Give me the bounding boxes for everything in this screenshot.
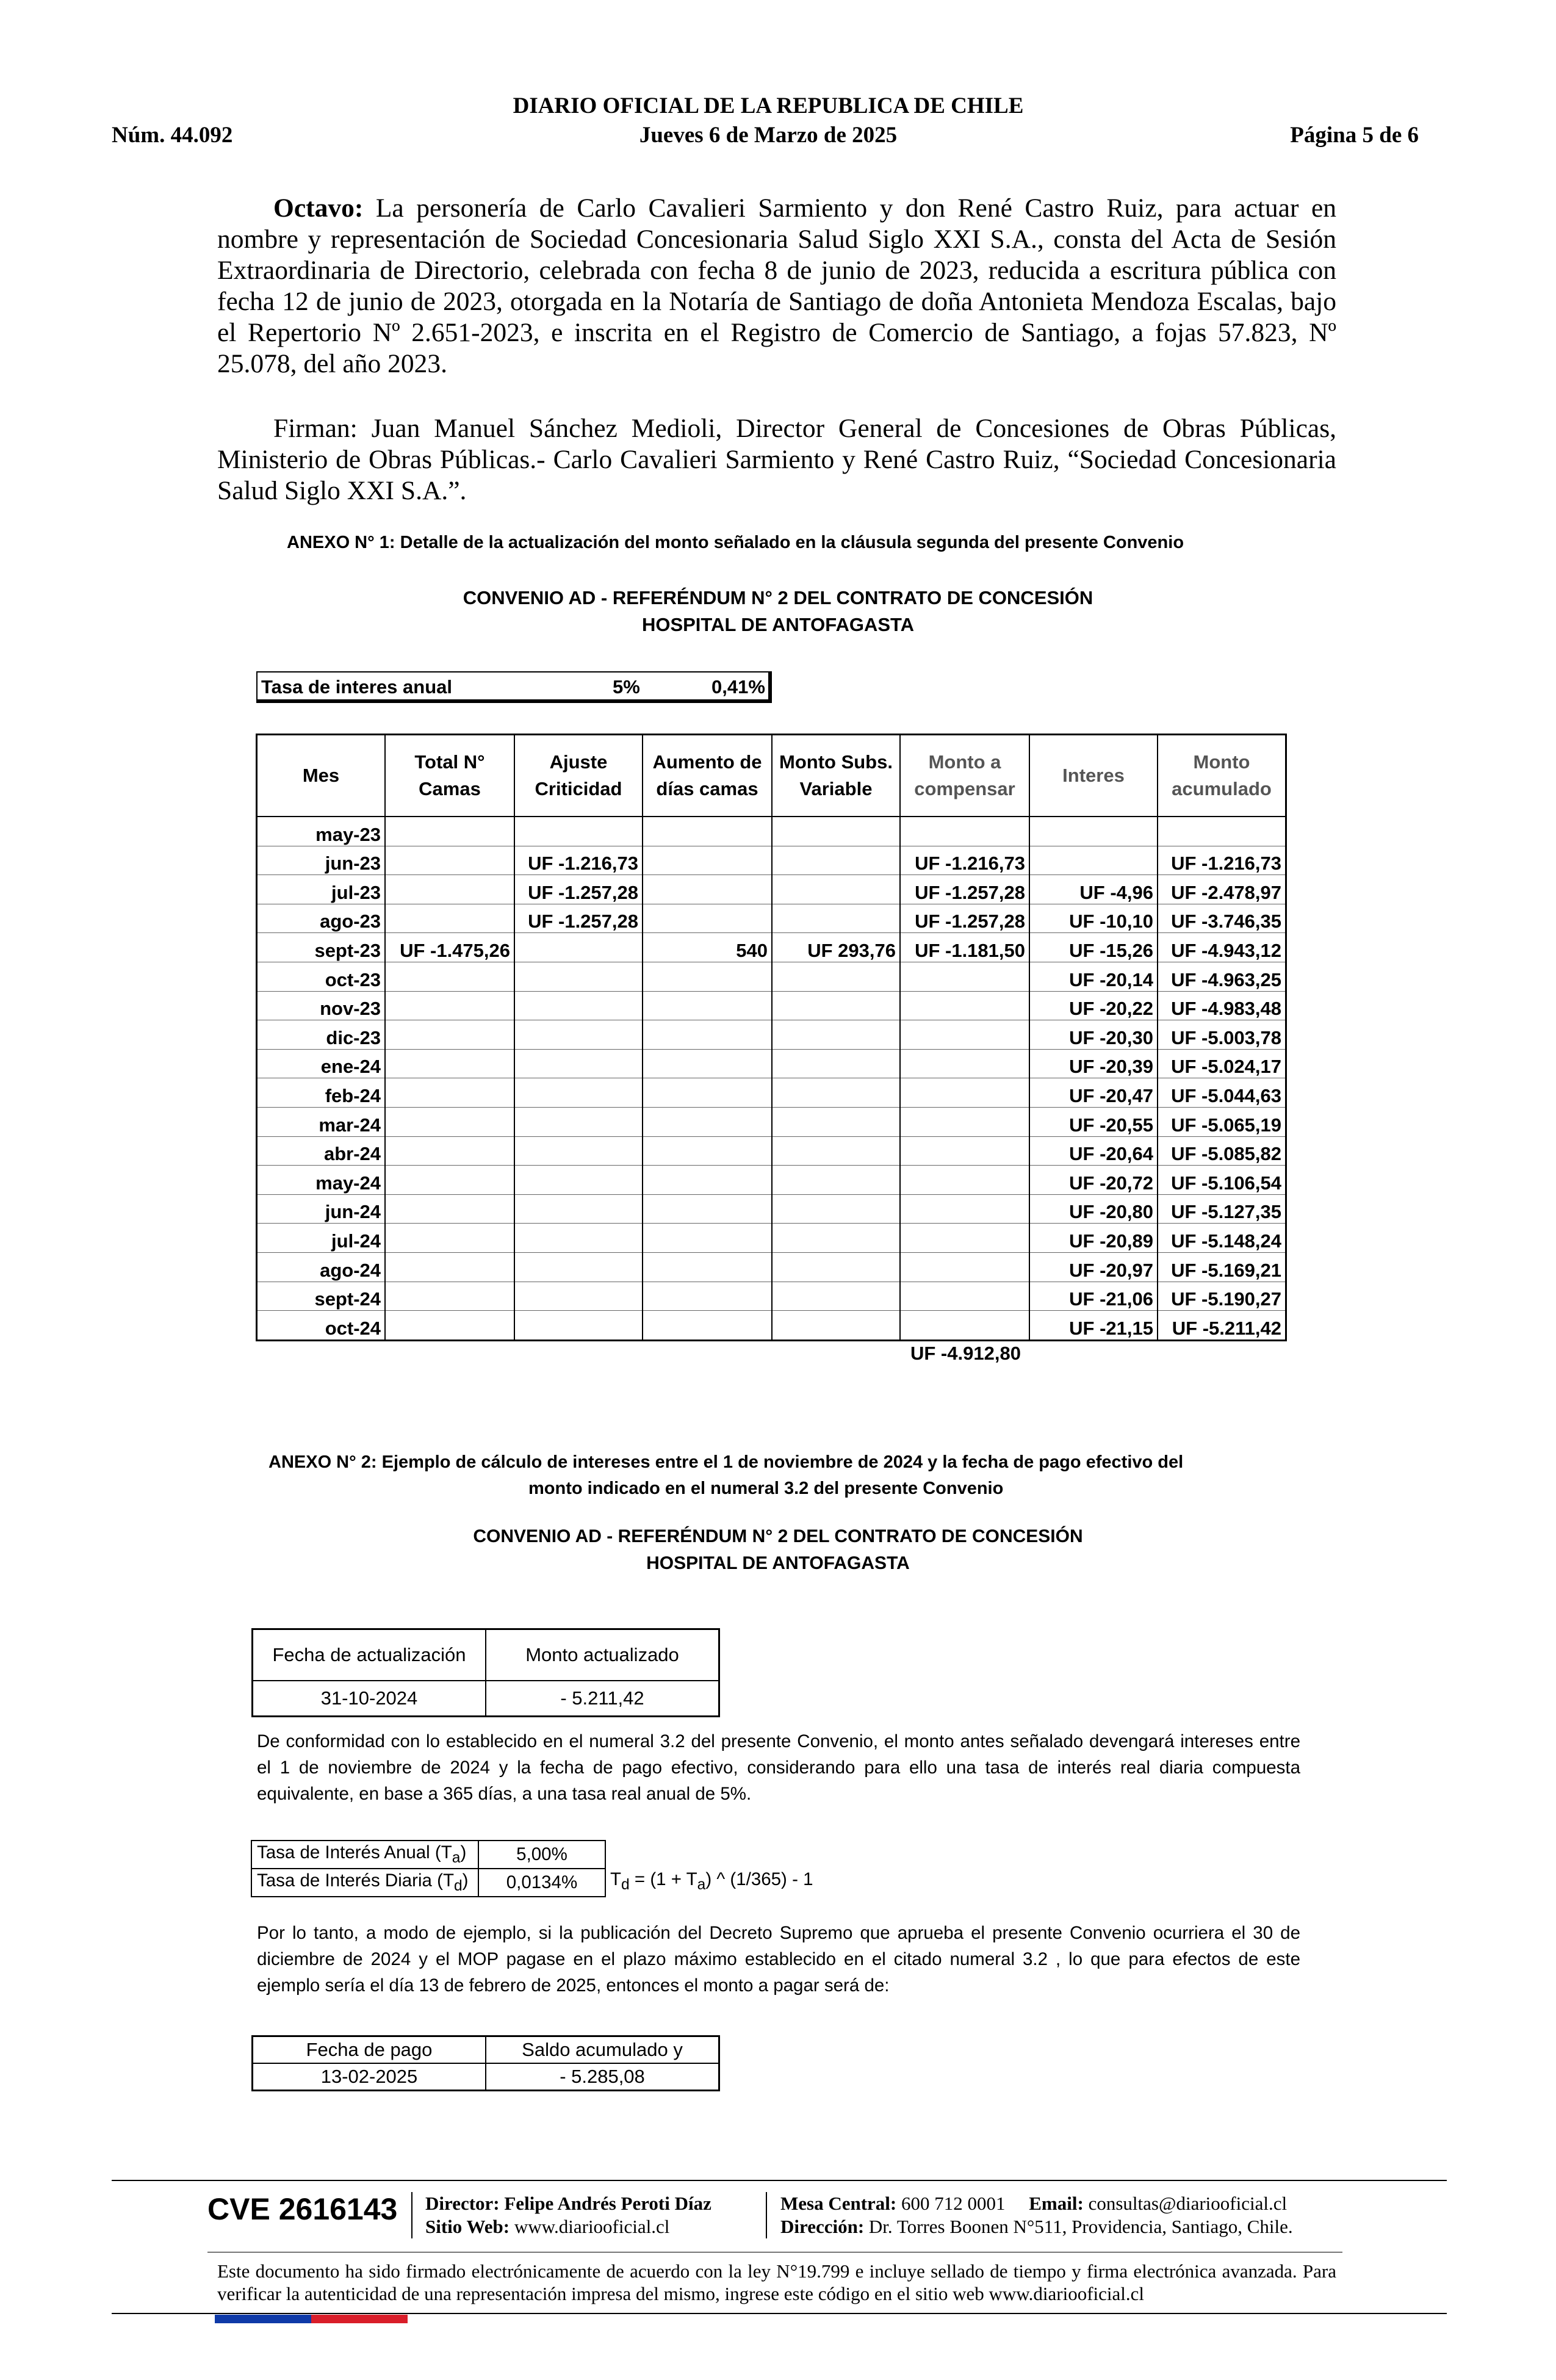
cell-mes: oct-23 — [257, 962, 386, 991]
table-row — [257, 875, 1286, 904]
cell-aumento-dias — [643, 1224, 772, 1253]
paragraph-text: Firman: Juan Manuel Sánchez Medioli, Director General de Concesiones de Obras Públicas, Ministerio de Obras Públicas.- Carlo Cavalieri Sarmiento y René Castro Ruiz, “Sociedad Concesionaria Salud Siglo XXI S.A.”. — [217, 414, 1336, 505]
cell-total-camas — [385, 962, 514, 991]
cell-aumento-dias — [643, 1194, 772, 1224]
cell-monto-acumulado: UF -5.024,17 — [1158, 1049, 1286, 1078]
paragraph-text: La personería de Carlo Cavalieri Sarmiento y don René Castro Ruiz, para actuar en nombre y representación de Sociedad Concesionaria Salud Siglo XXI S.A., consta del Acta de Sesión Extraordinaria de Directorio, celebrada con fecha 8 de junio de 2023, reducida a escritura pública con fecha 12 de junio de 2023, otorgada en la Notaría de Santiago de doña Antonieta Mendoza Escalas, bajo el Repertorio Nº 2.651-2023, e inscrita en el Registro de Comercio de Santiago, a fojas 57.823, Nº 25.078, del año 2023. — [217, 193, 1336, 378]
cell-monto-subs — [772, 1136, 900, 1166]
cell-aumento-dias — [643, 1078, 772, 1108]
cell-monto-acumulado: UF -4.963,25 — [1158, 962, 1286, 991]
cell-monto-acumulado: UF -1.216,73 — [1158, 846, 1286, 875]
table-row — [257, 1252, 1286, 1282]
saldo-acumulado-value: - 5.285,08 — [486, 2063, 719, 2091]
payment-example-text: Por lo tanto, a modo de ejemplo, si la publicación del Decreto Supremo que aprueba el presente Convenio ocurriera el 30 de diciembre de 2024 y el MOP pagase en el plazo máximo establecido en el citado numeral 3.2 , lo que para efectos de este ejemplo sería el día 13 de febrero de 2025, entonces el monto a pagar será de: — [257, 1923, 1300, 1996]
updated-amount-table — [251, 1628, 720, 1717]
cell-ajuste-criticidad — [514, 1282, 643, 1311]
cell-ajuste-criticidad — [514, 1252, 643, 1282]
cell-ajuste-criticidad: UF -1.257,28 — [514, 875, 643, 904]
col-ajuste-criticidad: Ajuste Criticidad — [514, 735, 643, 817]
annual-rate-box — [256, 671, 772, 703]
cell-ajuste-criticidad — [514, 1049, 643, 1078]
cell-aumento-dias — [643, 1136, 772, 1166]
paragraph-firman — [217, 413, 1336, 507]
cell-mes: oct-24 — [257, 1311, 386, 1341]
cell-monto-acumulado: UF -5.148,24 — [1158, 1224, 1286, 1253]
cell-total-camas — [385, 1078, 514, 1108]
cell-monto-acumulado: UF -5.211,42 — [1158, 1311, 1286, 1341]
table-header-row — [257, 735, 1286, 817]
cell-total-camas — [385, 1252, 514, 1282]
cell-interes — [1029, 846, 1158, 875]
cell-monto-subs — [772, 904, 900, 933]
cell-ajuste-criticidad — [514, 933, 643, 962]
cell-interes: UF -20,72 — [1029, 1166, 1158, 1195]
table-row — [257, 962, 1286, 991]
cell-total-camas — [385, 846, 514, 875]
cell-monto-acumulado: UF -5.127,35 — [1158, 1194, 1286, 1224]
cell-interes: UF -20,22 — [1029, 991, 1158, 1020]
cell-monto-subs — [772, 962, 900, 991]
annex1-subtitle-hospital: HOSPITAL DE ANTOFAGASTA — [641, 614, 915, 635]
flag-stripe-blue — [215, 2315, 311, 2323]
cell-aumento-dias — [643, 875, 772, 904]
cell-monto-acumulado: UF -5.106,54 — [1158, 1166, 1286, 1195]
cell-mes: jul-24 — [257, 1224, 386, 1253]
annex1-subtitle: CONVENIO AD - REFERÉNDUM N° 2 DEL CONTRATO DE CONCESIÓN — [463, 587, 1093, 608]
col-aumento-dias: Aumento de días camas — [643, 735, 772, 817]
cell-total-camas — [385, 1107, 514, 1136]
table-row — [251, 1841, 605, 1869]
cell-mes: jul-23 — [257, 875, 386, 904]
cell-interes: UF -20,97 — [1029, 1252, 1158, 1282]
table-row — [257, 1224, 1286, 1253]
cell-monto-acumulado: UF -4.983,48 — [1158, 991, 1286, 1020]
cell-ajuste-criticidad — [514, 1194, 643, 1224]
cell-aumento-dias: 540 — [643, 933, 772, 962]
cell-interes: UF -20,47 — [1029, 1078, 1158, 1108]
cell-total-camas — [385, 1020, 514, 1050]
footer-director-block: Director: Felipe Andrés Peroti Díaz Sitio Web: www.diariooficial.cl — [425, 2193, 711, 2237]
cell-aumento-dias — [643, 1020, 772, 1050]
rate-monthly: 0,41% — [711, 676, 765, 698]
cell-aumento-dias — [643, 846, 772, 875]
cell-monto-compensar: UF -1.216,73 — [900, 846, 1029, 875]
cell-ajuste-criticidad — [514, 1020, 643, 1050]
cell-interes: UF -21,15 — [1029, 1311, 1158, 1341]
annex2-subtitle: CONVENIO AD - REFERÉNDUM N° 2 DEL CONTRATO DE CONCESIÓN — [473, 1526, 1083, 1546]
cell-total-camas — [385, 1282, 514, 1311]
rate-label: Tasa de interes anual — [261, 676, 452, 698]
paragraph-octavo — [217, 193, 1336, 380]
cell-mes: abr-24 — [257, 1136, 386, 1166]
cell-monto-acumulado: UF -2.478,97 — [1158, 875, 1286, 904]
col-monto-subs: Monto Subs. Variable — [772, 735, 900, 817]
cell-interes: UF -10,10 — [1029, 904, 1158, 933]
page-number: Página 5 de 6 — [1290, 123, 1419, 148]
table-row — [257, 1136, 1286, 1166]
cell-total-camas — [385, 1166, 514, 1195]
table-row — [257, 991, 1286, 1020]
cell-ajuste-criticidad — [514, 962, 643, 991]
cell-monto-acumulado — [1158, 817, 1286, 846]
director-name: Felipe Andrés Peroti Díaz — [504, 2193, 711, 2214]
footer-contact-block: Mesa Central: 600 712 0001 Email: consultas@diariooficial.cl Dirección: Dr. Torres Boonen N°511, Providencia, Santiago, Chile. — [780, 2193, 1293, 2237]
rate-annual: 5% — [613, 676, 640, 698]
cell-interes — [1029, 817, 1158, 846]
cell-monto-compensar: UF -1.257,28 — [900, 904, 1029, 933]
cell-monto-compensar — [900, 962, 1029, 991]
footer-legal-notice: Este documento ha sido firmado electrónicamente de acuerdo con la ley N°19.799 e incluye sellado de tiempo y firma electrónica avanzada. Para verificar la autenticidad de una representación impresa del mismo, ingrese este código en el sitio web www.diariooficial.cl — [217, 2260, 1336, 2304]
cell-monto-subs — [772, 875, 900, 904]
table-row — [257, 1282, 1286, 1311]
cell-interes: UF -20,89 — [1029, 1224, 1158, 1253]
cell-aumento-dias — [643, 904, 772, 933]
col-saldo-acumulado: Saldo acumulado y — [486, 2036, 719, 2064]
cell-ajuste-criticidad — [514, 817, 643, 846]
table-row — [257, 1078, 1286, 1108]
annex2-title: ANEXO N° 2: Ejemplo de cálculo de intereses entre el 1 de noviembre de 2024 y la fecha de pago efectivo del — [268, 1452, 1184, 1472]
cell-aumento-dias — [643, 1282, 772, 1311]
cell-monto-compensar — [900, 1136, 1029, 1166]
cell-interes: UF -20,80 — [1029, 1194, 1158, 1224]
cell-aumento-dias — [643, 991, 772, 1020]
cell-ajuste-criticidad: UF -1.257,28 — [514, 904, 643, 933]
cell-total-camas — [385, 1049, 514, 1078]
cell-interes: UF -20,55 — [1029, 1107, 1158, 1136]
cell-mes: ene-24 — [257, 1049, 386, 1078]
cell-monto-subs — [772, 1078, 900, 1108]
paragraph-lead: Octavo: — [273, 193, 364, 223]
cell-monto-subs — [772, 1311, 900, 1341]
cell-monto-subs: UF 293,76 — [772, 933, 900, 962]
cell-interes: UF -20,30 — [1029, 1020, 1158, 1050]
cell-aumento-dias — [643, 1107, 772, 1136]
annex2-subtitle-hospital: HOSPITAL DE ANTOFAGASTA — [646, 1553, 910, 1573]
col-total-camas: Total N° Camas — [385, 735, 514, 817]
table-row — [257, 1020, 1286, 1050]
annual-rate-label: Tasa de Interés Anual $(T_a)$ — [251, 1841, 478, 1869]
issue-date: Jueves 6 de Marzo de 2025 — [639, 123, 898, 148]
cell-monto-compensar — [900, 1282, 1029, 1311]
cell-mes: nov-23 — [257, 991, 386, 1020]
cell-aumento-dias — [643, 817, 772, 846]
email-link[interactable]: consultas@diariooficial.cl — [1088, 2193, 1288, 2214]
cell-total-camas — [385, 817, 514, 846]
col-monto-compensar: Monto a compensar — [900, 735, 1029, 817]
cell-mes: jun-24 — [257, 1194, 386, 1224]
cell-monto-acumulado: UF -5.003,78 — [1158, 1020, 1286, 1050]
table-row — [257, 904, 1286, 933]
footer-divider — [112, 2180, 1447, 2181]
payment-table — [251, 2035, 720, 2091]
cell-monto-subs — [772, 1107, 900, 1136]
table-header-row — [253, 1629, 719, 1681]
cell-ajuste-criticidad — [514, 1166, 643, 1195]
cell-total-camas — [385, 1136, 514, 1166]
annual-rate-value: 5,00% — [478, 1841, 605, 1869]
cell-monto-subs — [772, 1166, 900, 1195]
daily-rate-formula: $T_d = (1 + T_a)$ ^ (1/365) - 1 — [610, 1869, 813, 1893]
cell-total-camas — [385, 1224, 514, 1253]
cell-mes: ago-23 — [257, 904, 386, 933]
cell-monto-subs — [772, 1252, 900, 1282]
table-row — [257, 1107, 1286, 1136]
issue-number: Núm. 44.092 — [112, 123, 233, 148]
col-interes: Interes — [1029, 735, 1158, 817]
interest-explanation: De conformidad con lo establecido en el numeral 3.2 del presente Convenio, el monto antes señalado devengará intereses entre el 1 de noviembre de 2024 y la fecha de pago efectivo, considerando para ello una tasa de interés real diaria compuesta equivalente, en base a 365 días, a una tasa real anual de 5%. — [257, 1731, 1300, 1804]
phone-number: 600 712 0001 — [901, 2193, 1006, 2214]
table-row — [253, 2063, 719, 2091]
interest-rates-table — [251, 1840, 606, 1897]
cell-ajuste-criticidad — [514, 1107, 643, 1136]
table-row — [257, 817, 1286, 846]
cell-interes: UF -20,14 — [1029, 962, 1158, 991]
cell-interes: UF -15,26 — [1029, 933, 1158, 962]
daily-rate-label: Tasa de Interés Diaria $(T_d)$ — [251, 1869, 478, 1897]
table-row — [257, 846, 1286, 875]
annex1-title: ANEXO N° 1: Detalle de la actualización del monto señalado en la cláusula segunda del presente Convenio — [287, 533, 1184, 552]
cell-total-camas — [385, 1194, 514, 1224]
cell-mes: sept-24 — [257, 1282, 386, 1311]
cell-interes: UF -20,39 — [1029, 1049, 1158, 1078]
table-row — [257, 933, 1286, 962]
cell-monto-subs — [772, 1282, 900, 1311]
cell-total-camas — [385, 875, 514, 904]
cell-mes: mar-24 — [257, 1107, 386, 1136]
cell-monto-subs — [772, 1049, 900, 1078]
table-row — [251, 1869, 605, 1897]
col-mes: Mes — [257, 735, 386, 817]
cell-mes: jun-23 — [257, 846, 386, 875]
cell-total-camas: UF -1.475,26 — [385, 933, 514, 962]
table-row — [257, 1049, 1286, 1078]
footer-separator — [766, 2192, 767, 2238]
cell-monto-compensar — [900, 817, 1029, 846]
monto-actualizado-value: - 5.211,42 — [486, 1681, 719, 1717]
col-fecha-actualizacion: Fecha de actualización — [253, 1629, 486, 1681]
cve-code: CVE 2616143 — [207, 2192, 398, 2226]
cell-mes: dic-23 — [257, 1020, 386, 1050]
cell-monto-compensar — [900, 1107, 1029, 1136]
cell-monto-compensar — [900, 1166, 1029, 1195]
cell-mes: may-23 — [257, 817, 386, 846]
col-fecha-pago: Fecha de pago — [253, 2036, 486, 2064]
cell-monto-subs — [772, 991, 900, 1020]
cell-ajuste-criticidad — [514, 991, 643, 1020]
cell-ajuste-criticidad — [514, 1311, 643, 1341]
annex2-title-line2: monto indicado en el numeral 3.2 del presente Convenio — [528, 1479, 1004, 1498]
cell-monto-subs — [772, 817, 900, 846]
fecha-actualizacion-value: 31-10-2024 — [253, 1681, 486, 1717]
table-header-row — [253, 2036, 719, 2064]
cell-ajuste-criticidad — [514, 1078, 643, 1108]
cell-monto-compensar — [900, 1078, 1029, 1108]
cell-monto-acumulado: UF -5.065,19 — [1158, 1107, 1286, 1136]
website-link[interactable]: www.diariooficial.cl — [514, 2216, 670, 2237]
cell-ajuste-criticidad — [514, 1136, 643, 1166]
newspaper-title: DIARIO OFICIAL DE LA REPUBLICA DE CHILE — [513, 93, 1024, 118]
cell-monto-acumulado: UF -3.746,35 — [1158, 904, 1286, 933]
cell-monto-subs — [772, 846, 900, 875]
cell-monto-compensar — [900, 1194, 1029, 1224]
table-row — [253, 1681, 719, 1717]
flag-stripe-red — [311, 2315, 408, 2323]
cell-ajuste-criticidad — [514, 1224, 643, 1253]
cell-total-camas — [385, 991, 514, 1020]
cell-monto-compensar: UF -1.257,28 — [900, 875, 1029, 904]
cell-monto-acumulado: UF -5.044,63 — [1158, 1078, 1286, 1108]
address: Dr. Torres Boonen N°511, Providencia, Santiago, Chile. — [868, 2216, 1293, 2237]
cell-interes: UF -21,06 — [1029, 1282, 1158, 1311]
fecha-pago-value: 13-02-2025 — [253, 2063, 486, 2091]
cell-monto-compensar: UF -1.181,50 — [900, 933, 1029, 962]
cell-total-camas — [385, 1311, 514, 1341]
cell-monto-compensar — [900, 991, 1029, 1020]
table-row — [257, 1311, 1286, 1341]
cell-monto-subs — [772, 1224, 900, 1253]
cell-mes: feb-24 — [257, 1078, 386, 1108]
cell-aumento-dias — [643, 1252, 772, 1282]
cell-monto-compensar — [900, 1020, 1029, 1050]
footer-separator — [411, 2192, 412, 2238]
cell-mes: sept-23 — [257, 933, 386, 962]
cell-monto-subs — [772, 1020, 900, 1050]
cell-monto-compensar — [900, 1224, 1029, 1253]
annex1-table — [256, 734, 1287, 1341]
cell-monto-compensar — [900, 1252, 1029, 1282]
cell-monto-acumulado: UF -5.190,27 — [1158, 1282, 1286, 1311]
cell-interes: UF -20,64 — [1029, 1136, 1158, 1166]
cell-aumento-dias — [643, 1049, 772, 1078]
cell-total-camas — [385, 904, 514, 933]
table-row — [257, 1194, 1286, 1224]
cell-mes: ago-24 — [257, 1252, 386, 1282]
cell-monto-acumulado: UF -4.943,12 — [1158, 933, 1286, 962]
col-monto-actualizado: Monto actualizado — [486, 1629, 719, 1681]
cell-monto-compensar — [900, 1311, 1029, 1341]
total-compensar: UF -4.912,80 — [910, 1343, 1021, 1364]
cell-aumento-dias — [643, 1166, 772, 1195]
cell-monto-compensar — [900, 1049, 1029, 1078]
cell-aumento-dias — [643, 1311, 772, 1341]
cell-aumento-dias — [643, 962, 772, 991]
cell-ajuste-criticidad: UF -1.216,73 — [514, 846, 643, 875]
cell-interes: UF -4,96 — [1029, 875, 1158, 904]
cell-monto-acumulado: UF -5.169,21 — [1158, 1252, 1286, 1282]
footer-divider — [112, 2313, 1447, 2314]
col-monto-acumulado: Monto acumulado — [1158, 735, 1286, 817]
cell-monto-acumulado: UF -5.085,82 — [1158, 1136, 1286, 1166]
daily-rate-value: 0,0134% — [478, 1869, 605, 1897]
table-row — [257, 1166, 1286, 1195]
cell-monto-subs — [772, 1194, 900, 1224]
cell-mes: may-24 — [257, 1166, 386, 1195]
